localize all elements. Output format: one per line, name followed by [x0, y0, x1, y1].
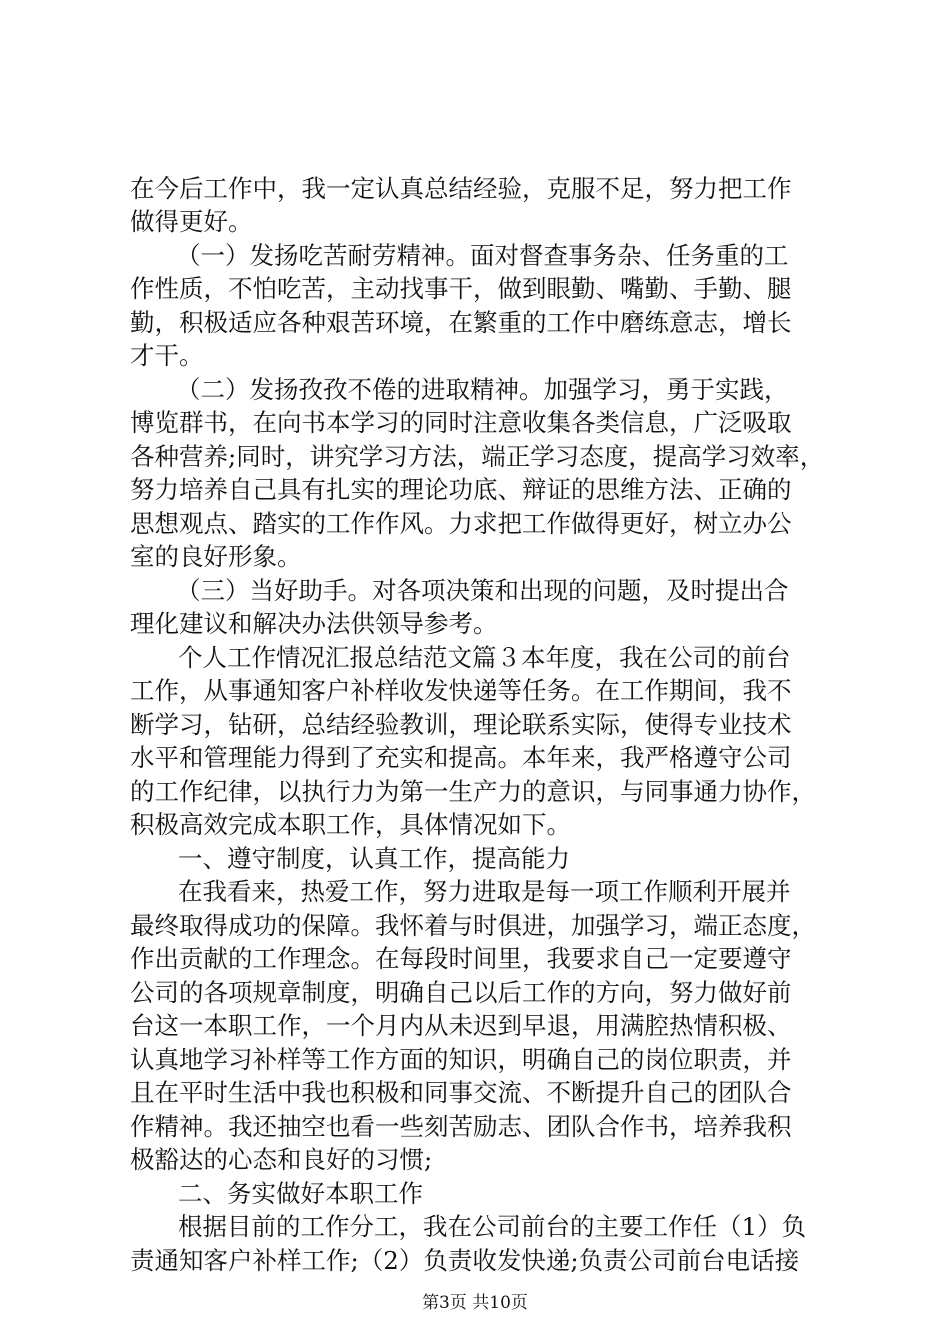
text-line: 积极高效完成本职工作，具体情况如下。	[130, 810, 571, 839]
text-line: 作精神。我还抽空也看一些刻苦励志、团队合作书，培养我积	[130, 1112, 792, 1141]
text-line: 工作，从事通知客户补样收发快递等任务。在工作期间，我不	[130, 676, 792, 705]
text-line: 且在平时生活中我也积极和同事交流、不断提升自己的团队合	[130, 1078, 792, 1107]
text-line: 做得更好。	[130, 207, 253, 236]
page-number: 第3页 共10页	[422, 1293, 528, 1313]
text-line: 在我看来，热爱工作，努力进取是每一项工作顺利开展并	[178, 877, 791, 906]
text-line: 室的良好形象。	[130, 542, 302, 571]
text-line: 极豁达的心态和良好的习惯;	[130, 1145, 433, 1174]
text-line: 认真地学习补样等工作方面的知识，明确自己的岗位职责，并	[130, 1045, 792, 1074]
text-line: 根据目前的工作分工，我在公司前台的主要工作任（1）负	[178, 1212, 807, 1241]
text-line: 的工作纪律，以执行力为第一生产力的意识，与同事通力协作，	[130, 777, 816, 806]
text-line: 责通知客户补样工作;（2）负责收发快递;负责公司前台电话接	[130, 1246, 800, 1275]
text-line: 理化建议和解决办法供领导参考。	[130, 609, 498, 638]
section-heading: 一、遵守制度，认真工作，提高能力	[178, 844, 570, 873]
text-line: 勤，积极适应各种艰苦环境，在繁重的工作中磨练意志，增长	[130, 308, 792, 337]
text-line: 水平和管理能力得到了充实和提高。本年来，我严格遵守公司	[130, 743, 792, 772]
text-line: 个人工作情况汇报总结范文篇３本年度，我在公司的前台	[178, 643, 791, 672]
text-line: 断学习，钻研，总结经验教训，理论联系实际，使得专业技术	[130, 710, 792, 739]
text-line: 台这一本职工作，一个月内从未迟到早退，用满腔热情积极、	[130, 1011, 792, 1040]
section-heading: 二、务实做好本职工作	[178, 1179, 423, 1208]
text-line: 公司的各项规章制度，明确自己以后工作的方向，努力做好前	[130, 978, 792, 1007]
text-line: 最终取得成功的保障。我怀着与时俱进，加强学习，端正态度，	[130, 911, 816, 940]
text-line: 作性质，不怕吃苦，主动找事干，做到眼勤、嘴勤、手勤、腿	[130, 274, 792, 303]
text-line: 各种营养;同时，讲究学习方法，端正学习态度，提高学习效率，	[130, 442, 825, 471]
text-line: （二）发扬孜孜不倦的进取精神。加强学习，勇于实践，	[176, 375, 789, 404]
text-line: 才干。	[130, 341, 204, 370]
text-line: 博览群书，在向书本学习的同时注意收集各类信息，广泛吸取	[130, 408, 792, 437]
text-line: 在今后工作中，我一定认真总结经验，克服不足，努力把工作	[130, 174, 792, 203]
text-line: 思想观点、踏实的工作作风。力求把工作做得更好，树立办公	[130, 509, 792, 538]
text-line: （三）当好助手。对各项决策和出现的问题，及时提出合	[176, 576, 789, 605]
text-line: （一）发扬吃苦耐劳精神。面对督查事务杂、任务重的工	[176, 241, 789, 270]
text-line: 作出贡献的工作理念。在每段时间里，我要求自己一定要遵守	[130, 944, 792, 973]
text-line: 努力培养自己具有扎实的理论功底、辩证的思维方法、正确的	[130, 475, 792, 504]
